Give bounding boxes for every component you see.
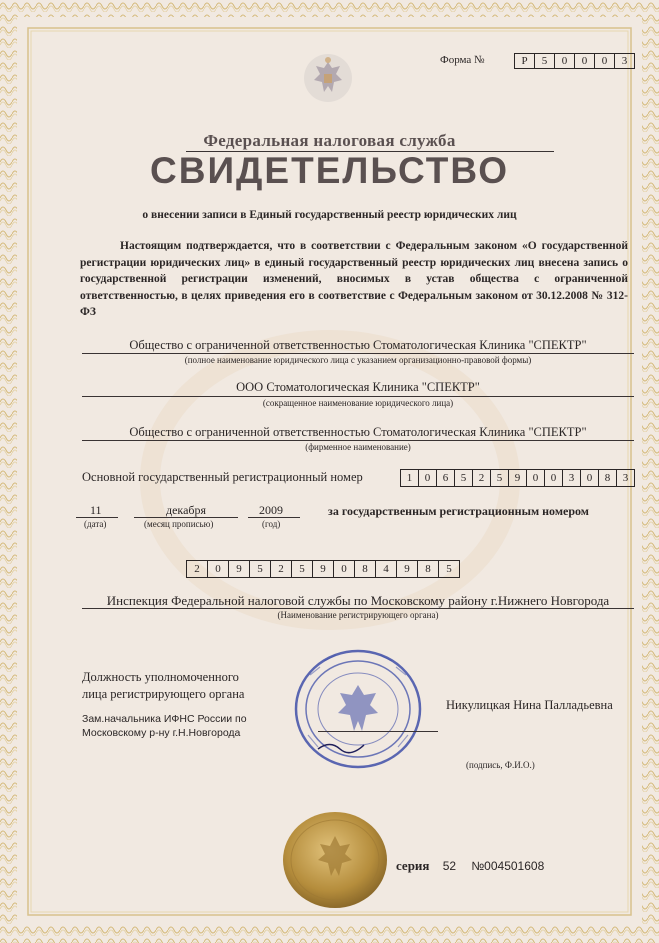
- ogrn-digit: 0: [545, 470, 563, 486]
- ogrn-digit: 0: [581, 470, 599, 486]
- firm-name-caption: (фирменное наименование): [305, 442, 411, 452]
- ogrn-boxes: [400, 469, 635, 487]
- ogrn-digit: 9: [509, 470, 527, 486]
- series-block: [396, 858, 544, 874]
- firm-name-line: [82, 440, 634, 441]
- grn-digit: 8: [355, 561, 376, 577]
- ogrn-digit: 6: [437, 470, 455, 486]
- grn-digit: 2: [187, 561, 208, 577]
- form-number-digit: 0: [595, 54, 615, 68]
- signature-line: [318, 731, 438, 732]
- agency-name: Федеральная налоговая служба: [203, 131, 456, 150]
- certificate-subtitle: о внесении записи в Единый государственный реестр юридических лиц: [142, 209, 517, 221]
- grn-digit: 5: [292, 561, 313, 577]
- ogrn-digit: 1: [401, 470, 419, 486]
- ogrn-digit: 8: [599, 470, 617, 486]
- full-name-line: [82, 353, 634, 354]
- date-month-line: [134, 517, 238, 518]
- date-year-line: [248, 517, 300, 518]
- date-year-caption: (год): [262, 519, 281, 529]
- short-name-value: ООО Стоматологическая Клиника "СПЕКТР": [236, 380, 480, 394]
- date-month: декабря: [166, 503, 207, 517]
- ogrn-label: Основной государственный регистрационный номер: [82, 470, 363, 484]
- grn-digit: 5: [250, 561, 271, 577]
- grn-boxes: [186, 560, 460, 578]
- date-day-line: [76, 517, 118, 518]
- sign-caption: (подпись, Ф.И.О.): [466, 760, 535, 770]
- certificate-title: СВИДЕТЕЛЬСТВО: [150, 150, 509, 191]
- ogrn-digit: 5: [455, 470, 473, 486]
- coat-of-arms-emblem-icon: [302, 52, 354, 104]
- full-name-value: Общество с ограниченной ответственностью Стоматологическая Клиника "СПЕКТР": [129, 338, 587, 352]
- grn-digit: 9: [397, 561, 418, 577]
- series-label: серия: [396, 858, 430, 873]
- signer-name: Никулицкая Нина Палладьевна: [446, 698, 613, 712]
- series-number: №004501608: [471, 859, 545, 873]
- date-day-caption: (дата): [84, 519, 107, 529]
- authority-line: [82, 608, 634, 609]
- position-label-line-2: лица регистрирующего органа: [82, 687, 245, 701]
- form-label: Форма №: [440, 54, 485, 66]
- grn-digit: 4: [376, 561, 397, 577]
- ogrn-digit: 5: [491, 470, 509, 486]
- ogrn-digit: 0: [419, 470, 437, 486]
- form-number-digit: Р: [515, 54, 535, 68]
- short-name-caption: (сокращенное наименование юридического лица): [262, 398, 454, 408]
- firm-name-value: Общество с ограниченной ответственностью Стоматологическая Клиника "СПЕКТР": [129, 425, 587, 439]
- grn-digit: 9: [229, 561, 250, 577]
- date-year: 2009: [259, 503, 283, 517]
- authority-caption: (Наименование регистрирующего органа): [277, 610, 439, 620]
- grn-digit: 2: [271, 561, 292, 577]
- official-seal-icon: [290, 645, 430, 775]
- short-name-line: [82, 396, 634, 397]
- position-value-line-1: Зам.начальника ИФНС России по: [82, 713, 247, 725]
- position-value-line-2: Московскому р-ну г.Н.Новгорода: [82, 727, 241, 739]
- date-month-caption: (месяц прописью): [144, 519, 214, 529]
- grn-digit: 0: [334, 561, 355, 577]
- grn-digit: 9: [313, 561, 334, 577]
- position-label-line-1: Должность уполномоченного: [82, 670, 239, 684]
- full-name-caption: (полное наименование юридического лица с указанием организационно-правовой формы): [184, 355, 532, 365]
- gold-hologram-seal-icon: [280, 810, 390, 910]
- form-number-digit: 3: [621, 55, 628, 67]
- ogrn-digit: 3: [622, 472, 629, 484]
- ogrn-digit: 0: [527, 470, 545, 486]
- certificate-paragraph: Настоящим подтверждается, что в соответствии с Федеральным законом «О государственной регистрации юридических лиц» в единый государственный реестр юридических лиц внесена запись о государственной регистрации изменений, вносимых в устав общества с ограниченной ответственностью, в целях приведения его в соответствие с Федеральным законом от 30.12.2008 № 312-ФЗ: [80, 240, 628, 318]
- series-code: 52: [442, 859, 457, 873]
- grn-digit: 0: [208, 561, 229, 577]
- authority-name: Инспекция Федеральной налоговой службы по Московскому району г.Нижнего Новгорода: [106, 593, 610, 608]
- grn-label: за государственным регистрационным номером: [328, 504, 589, 518]
- form-number-digit: 0: [555, 54, 575, 68]
- ogrn-digit: 3: [563, 470, 581, 486]
- form-number-digit: 5: [535, 54, 555, 68]
- ogrn-digit: 2: [473, 470, 491, 486]
- position-label: [82, 669, 244, 703]
- grn-digit: 8: [418, 561, 439, 577]
- form-number-digit: 0: [575, 54, 595, 68]
- date-day: 11: [90, 503, 102, 517]
- form-number-boxes: [514, 53, 635, 69]
- grn-digit: 5: [446, 563, 452, 575]
- position-value: [82, 712, 247, 740]
